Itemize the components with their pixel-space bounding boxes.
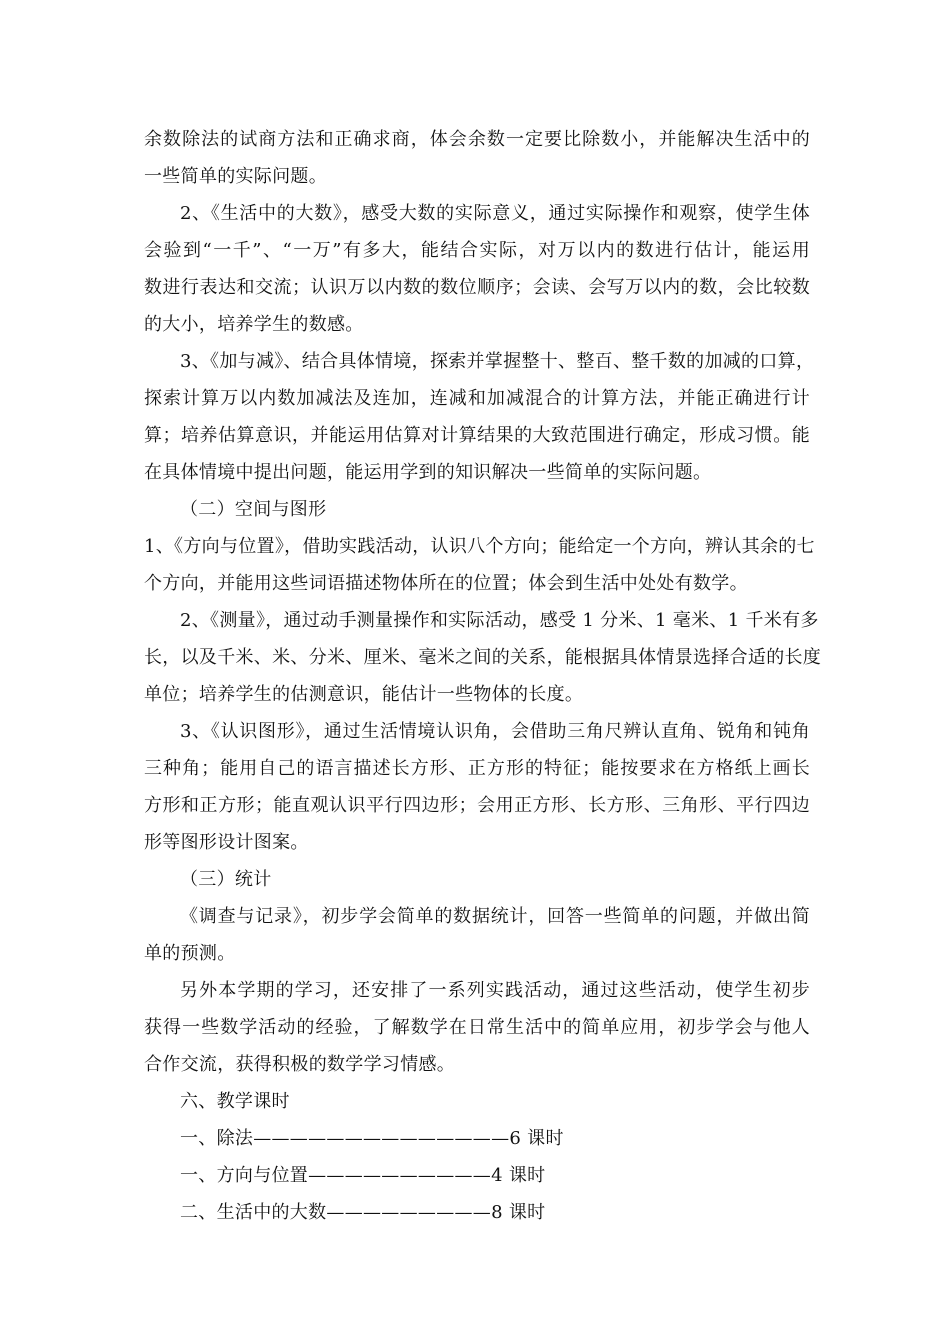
- text-line: 3、《加与减》、结合具体情境，探索并掌握整十、整百、整千数的加减的口算，: [180, 351, 815, 372]
- section-heading: （三）统计: [180, 869, 272, 890]
- text-line: 三种角；能用自己的语言描述长方形、正方形的特征；能按要求在方格纸上画长: [144, 758, 810, 779]
- text-line: 获得一些数学活动的经验，了解数学在日常生活中的简单应用，初步学会与他人: [144, 1017, 810, 1038]
- text-line: 单的预测。: [144, 943, 236, 964]
- text-line: 长，以及千米、米、分米、厘米、毫米之间的关系，能根据具体情景选择合适的长度: [144, 647, 822, 668]
- lesson-hours-item: 一、除法——————————————6 课时: [180, 1128, 564, 1149]
- text-line: 的大小，培养学生的数感。: [144, 314, 364, 335]
- text-line: 方形和正方形；能直观认识平行四边形；会用正方形、长方形、三角形、平行四边: [144, 795, 810, 816]
- text-line: 2、《生活中的大数》，感受大数的实际意义，通过实际操作和观察，使学生体: [180, 203, 810, 224]
- text-line: 余数除法的试商方法和正确求商，体会余数一定要比除数小，并能解决生活中的: [144, 129, 810, 150]
- text-line: 《调查与记录》，初步学会简单的数据统计，回答一些简单的问题，并做出简: [180, 906, 810, 927]
- text-line: 1、《方向与位置》，借助实践活动，认识八个方向；能给定一个方向，辨认其余的七: [144, 536, 815, 557]
- text-line: 单位；培养学生的估测意识，能估计一些物体的长度。: [144, 684, 584, 705]
- text-line: 一些简单的实际问题。: [144, 166, 327, 187]
- text-line: 合作交流，获得积极的数学学习情感。: [144, 1054, 456, 1075]
- text-line: 会验到“一千”、“一万”有多大，能结合实际，对万以内的数进行估计，能运用: [144, 240, 810, 261]
- text-line: 算；培养估算意识，并能运用估算对计算结果的大致范围进行确定，形成习惯。能: [144, 425, 810, 446]
- document-body: [144, 121, 822, 1231]
- text-line: 在具体情境中提出问题，能运用学到的知识解决一些简单的实际问题。: [144, 462, 712, 483]
- text-line: 另外本学期的学习，还安排了一系列实践活动，通过这些活动，使学生初步: [180, 980, 810, 1001]
- text-line: 个方向，并能用这些词语描述物体所在的位置；体会到生活中处处有数学。: [144, 573, 748, 594]
- text-line: 3、《认识图形》，通过生活情境认识角，会借助三角尺辨认直角、锐角和钝角: [180, 721, 810, 742]
- text-line: 数进行表达和交流；认识万以内数的数位顺序；会读、会写万以内的数，会比较数: [144, 277, 810, 298]
- section-heading: （二）空间与图形: [180, 499, 327, 520]
- text-line: 2、《测量》，通过动手测量操作和实际活动，感受 1 分米、1 毫米、1 千米有多: [180, 610, 819, 631]
- lesson-hours-item: 二、生活中的大数—————————8 课时: [180, 1202, 546, 1223]
- text-line: 形等图形设计图案。: [144, 832, 309, 853]
- lesson-hours-item: 一、方向与位置——————————4 课时: [180, 1165, 546, 1186]
- section-heading: 六、教学课时: [180, 1091, 290, 1112]
- text-line: 探索计算万以内数加减法及连加，连减和加减混合的计算方法，并能正确进行计: [144, 388, 810, 409]
